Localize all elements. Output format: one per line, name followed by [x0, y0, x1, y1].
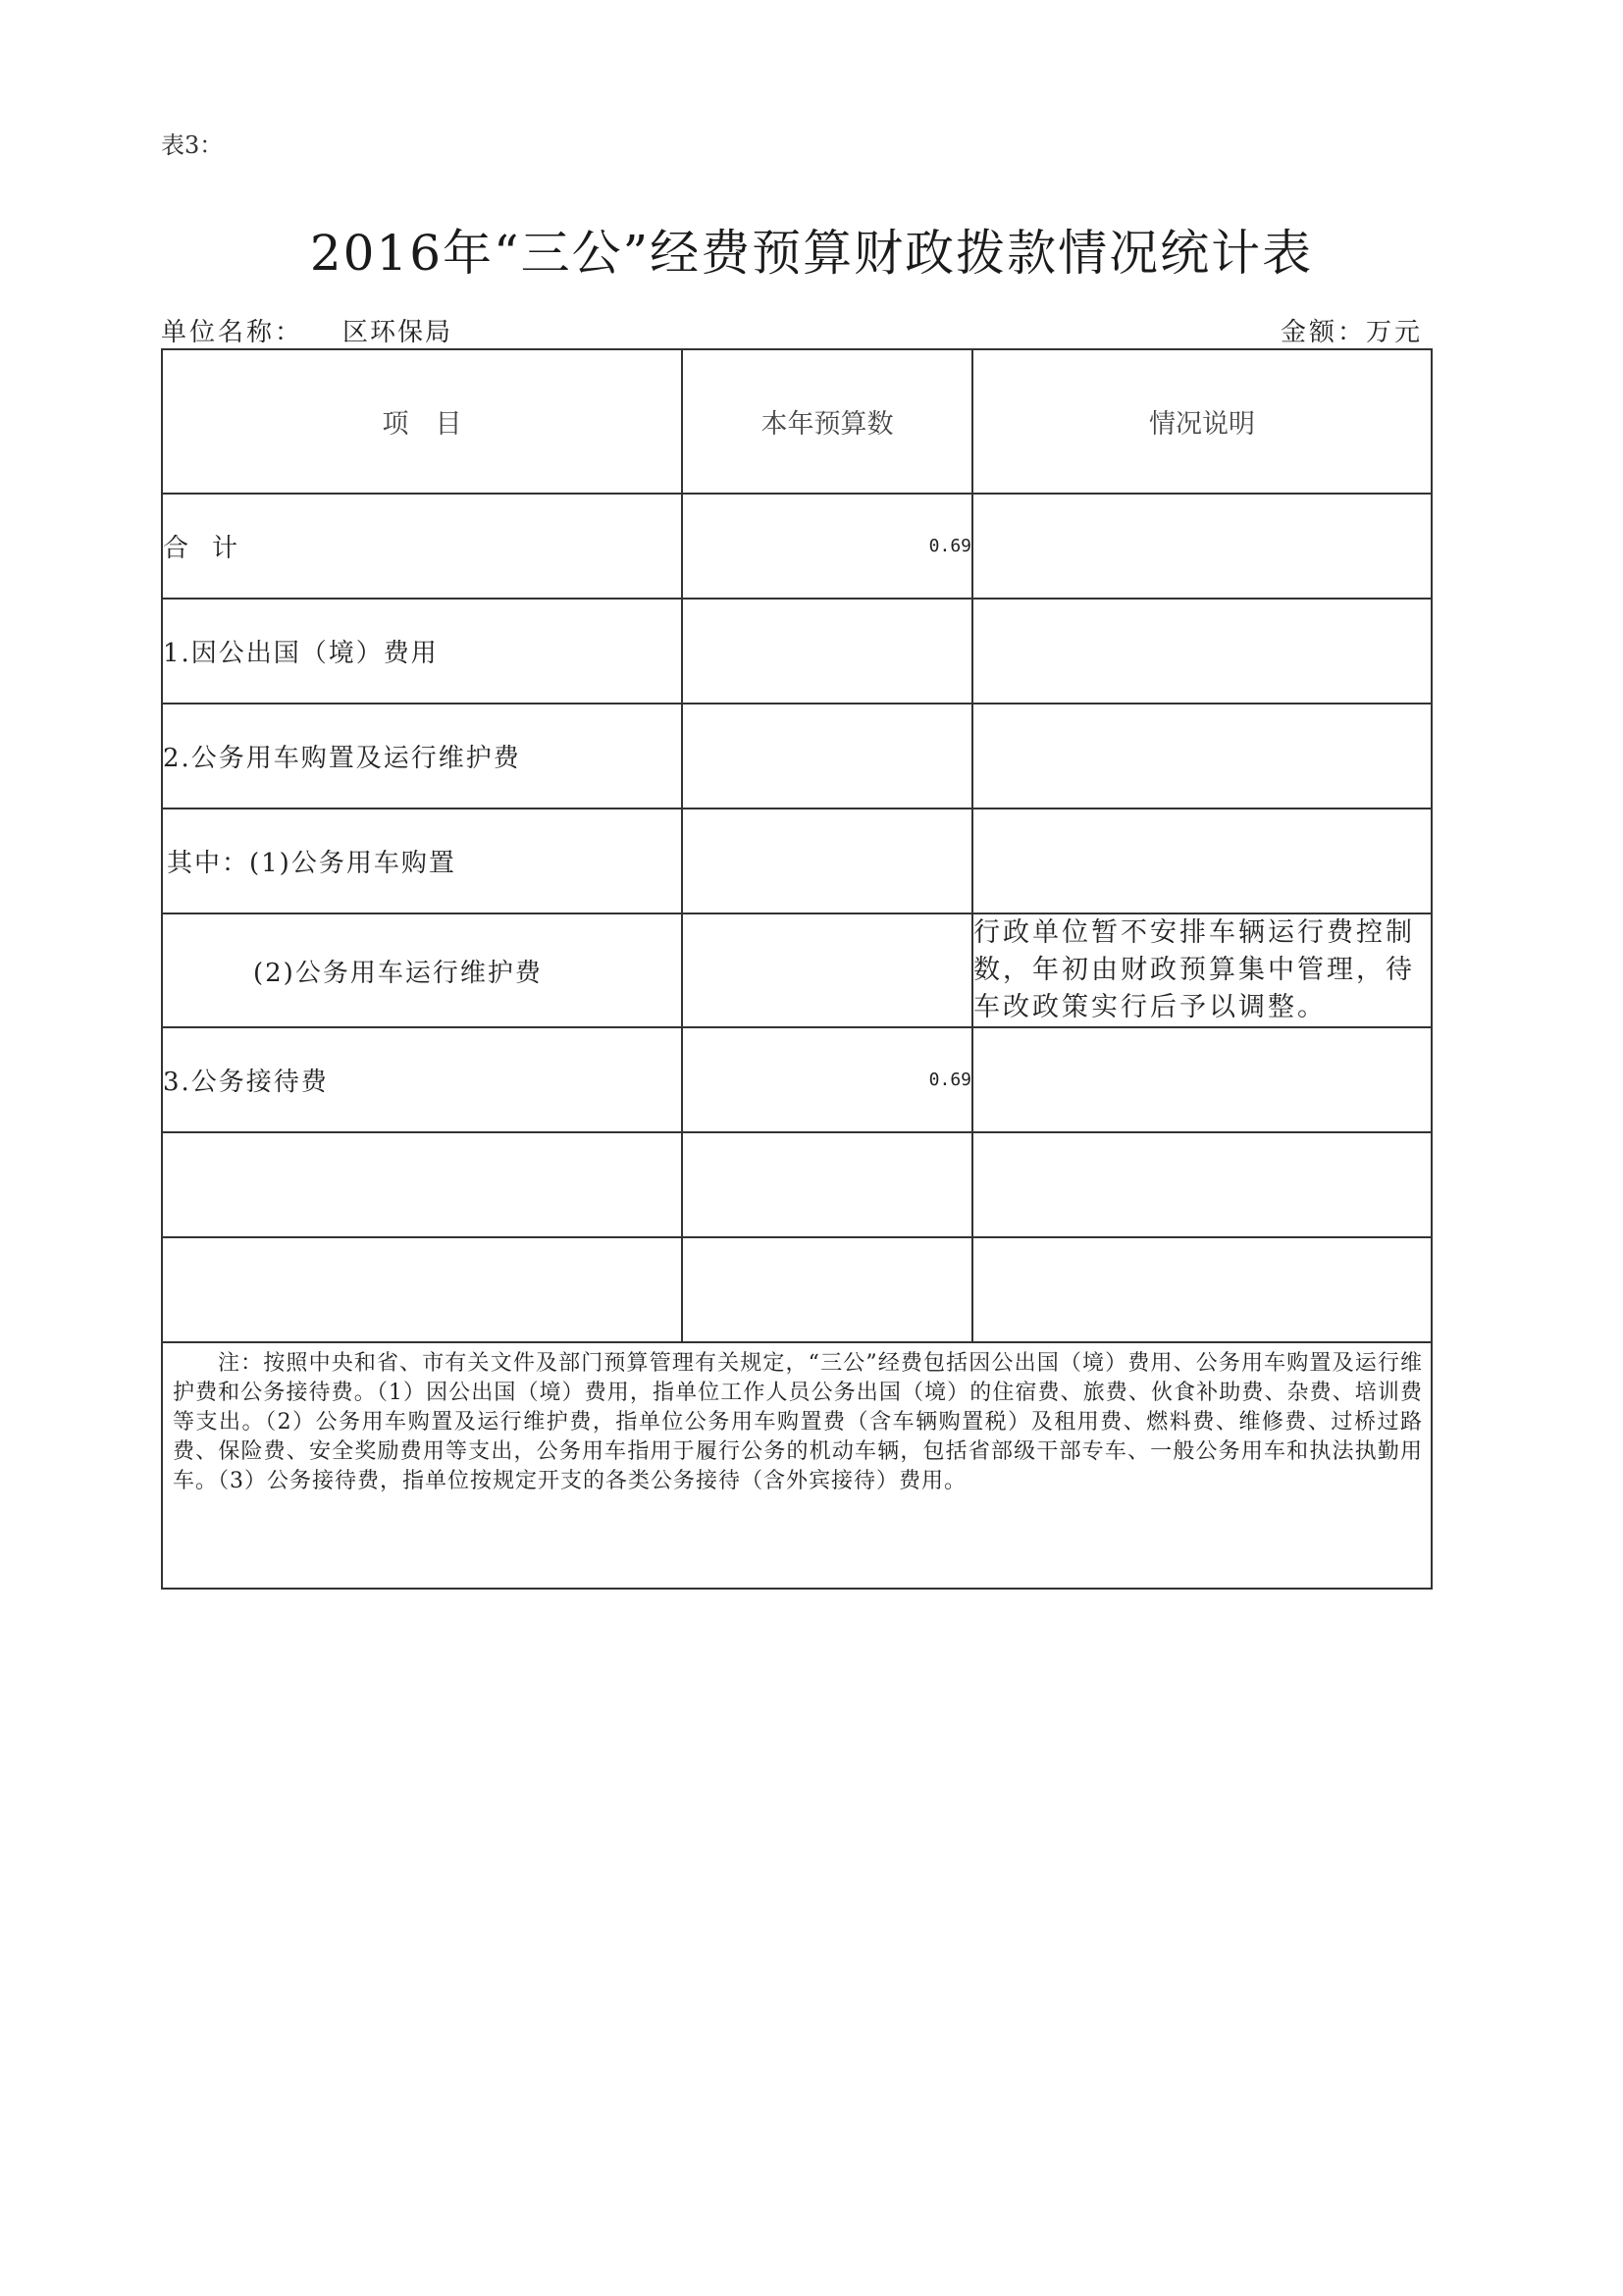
row-description [972, 809, 1432, 913]
row-budget [682, 913, 972, 1027]
row-description [972, 494, 1432, 599]
row-item: (2)公务用车运行维护费 [162, 913, 682, 1027]
table-row-empty [162, 1132, 1432, 1237]
budget-table [161, 348, 1433, 1590]
header-budget: 本年预算数 [682, 349, 972, 494]
row-item: 1.因公出国（境）费用 [162, 599, 682, 704]
table-row-overseas [162, 599, 1432, 704]
row-item: 2.公务用车购置及运行维护费 [162, 704, 682, 809]
unit-name-value: 区环保局 [342, 318, 453, 347]
table-row-vehicle-maintenance [162, 913, 1432, 1027]
document-title: 2016年“三公”经费预算财政拨款情况统计表 [309, 225, 1314, 282]
table-row-empty [162, 1237, 1432, 1342]
row-description [972, 704, 1432, 809]
table-note-row [162, 1342, 1432, 1589]
row-description: 行政单位暂不安排车辆运行费控制数，年初由财政预算集中管理，待车改政策实行后予以调整。 [972, 913, 1432, 1027]
header-description: 情况说明 [972, 349, 1432, 494]
unit-name-label: 单位名称： [161, 318, 304, 347]
row-budget [682, 809, 972, 913]
note-text: 注：按照中央和省、市有关文件及部门预算管理有关规定，“三公”经费包括因公出国（境）费用、公务用车购置及运行维护费和公务接待费。（1）因公出国（境）费用，指单位工作人员公务出国（境）的住宿费、旅费、伙食补助费、杂费、培训费等支出。（2）公务用车购置及运行维护费，指单位公务用车购置费（含车辆购置税）及租用费、燃料费、维修费、过桥过路费、保险费、安全奖励费用等支出，公务用车指用于履行公务的机动车辆，包括省部级干部专车、一般公务用车和执法执勤用车。（3）公务接待费，指单位按规定开支的各类公务接待（含外宾接待）费用。 [173, 1351, 1423, 1493]
row-item: 合计 [162, 494, 682, 599]
unit-name [161, 312, 452, 348]
row-budget: 0.69 [682, 494, 972, 599]
amount-unit-label: 金额：万元 [1280, 318, 1423, 347]
table-row-vehicle [162, 704, 1432, 809]
row-description [972, 1027, 1432, 1132]
table-number-label: 表3： [161, 131, 224, 159]
note-cell [162, 1342, 1432, 1589]
row-description [972, 1237, 1432, 1342]
row-description [972, 1132, 1432, 1237]
row-item [162, 1237, 682, 1342]
row-budget [682, 1237, 972, 1342]
row-item: 3.公务接待费 [162, 1027, 682, 1132]
table-row-total [162, 494, 1432, 599]
row-budget: 0.69 [682, 1027, 972, 1132]
row-budget [682, 704, 972, 809]
table-header-row [162, 349, 1432, 494]
row-item: 其中：(1)公务用车购置 [162, 809, 682, 913]
header-item: 项 目 [162, 349, 682, 494]
table-row-reception [162, 1027, 1432, 1132]
row-description [972, 599, 1432, 704]
row-budget [682, 599, 972, 704]
table-row-vehicle-purchase [162, 809, 1432, 913]
row-item [162, 1132, 682, 1237]
row-budget [682, 1132, 972, 1237]
